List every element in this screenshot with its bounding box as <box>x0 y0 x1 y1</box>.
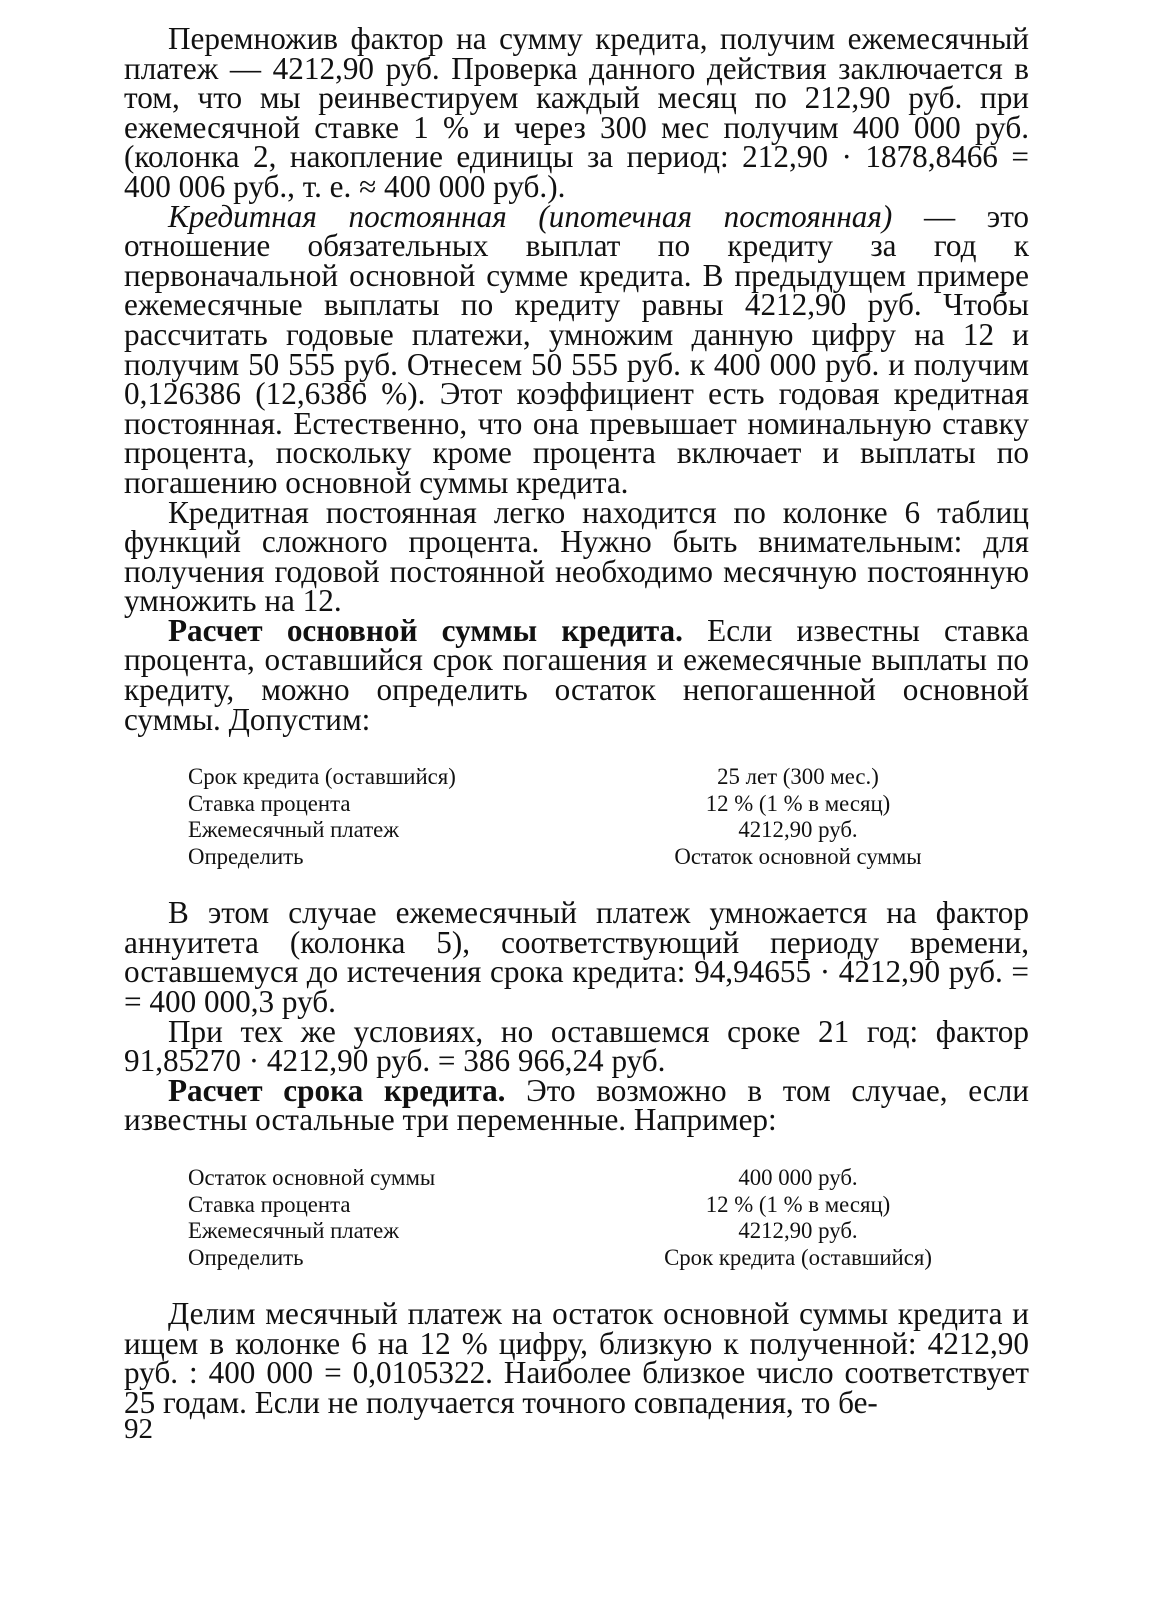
table-row <box>188 817 988 844</box>
params-table-principal <box>188 764 988 870</box>
param-label: Ежемесячный платеж <box>188 817 400 843</box>
principal-calc-text: Если известны ставка процента, оставшийся срок погашения и ежемесячные выплаты по кредиту, можно определить остаток непогашенной основной суммы. Допустим: <box>124 612 1029 737</box>
param-label: Срок кредита (оставшийся) <box>188 764 456 790</box>
param-label: Ставка процента <box>188 790 351 816</box>
param-value: 25 лет (300 мес.) <box>717 764 879 790</box>
paragraph-column-6: Кредитная постоянная легко находится по колонке 6 таблиц функций сложного процента. Нужно быть внимательным: для получения годовой постоянной необходимо месячную постоянную умножить на 12. <box>124 494 1029 619</box>
table-row <box>188 844 988 871</box>
table-row <box>188 791 988 818</box>
paragraph-loan-constant <box>124 198 1030 500</box>
table-row <box>188 1245 988 1272</box>
param-label: Ставка процента <box>188 1191 351 1217</box>
param-value: Срок кредита (оставшийся) <box>664 1244 932 1270</box>
param-value: 4212,90 руб. <box>738 1218 858 1243</box>
param-label: Определить <box>188 843 304 869</box>
param-label: Определить <box>188 1244 304 1270</box>
param-label: Остаток основной суммы <box>188 1165 436 1190</box>
loan-constant-definition: — это отношение обязательных выплат по кредиту за год к первоначальной основной сумме кредита. В предыдущем примере ежемесячные выплаты по кредиту равны 4212,90 руб. Чтобы рассчитать годовые платежи, умножим данную цифру на 12 и получим 50 555 руб. Отнесем 50 555 руб. к 400 000 руб. и получим 0,126386 (12,6386 %). Этот коэффициент есть годовая кредитная постоянная. Естественно, что она превышает номинальную ставку процента, поскольку кроме процента включает и выплаты по погашению основной суммы кредита. <box>124 198 1030 500</box>
page-body <box>124 21 1030 1420</box>
param-value: 12 % (1 % в месяц) <box>705 790 891 816</box>
heading-principal-calc: Расчет основной суммы кредита. <box>168 612 683 648</box>
page-number: 92 <box>124 1413 153 1445</box>
term-loan-constant: Кредитная постоянная (ипотечная постоянная) <box>168 198 893 234</box>
paragraph-payment-check: Перемножив фактор на сумму кредита, получим ежемесячный платеж — 4212,90 руб. Проверка данного действия заключается в том, что мы реинвестируем каждый месяц по 212,90 руб. при ежемесячной ставке 1 % и через 300 мес получим 400 000 руб. (колонка 2, накопление единицы за период: 212,90 · 1878,8466 = 400 006 руб., т. е. ≈ 400 000 руб.). <box>124 21 1029 204</box>
table-row <box>188 1165 988 1192</box>
param-value: 400 000 руб. <box>738 1165 858 1190</box>
paragraph-term-calc <box>124 1072 1029 1138</box>
heading-term-calc: Расчет срока кредита. <box>168 1072 506 1108</box>
paragraph-annuity-factor: В этом случае ежемесячный платеж умножается на фактор аннуитета (колонка 5), соответствующий периоду времени, оставшемуся до истечения срока кредита: 94,94655 · 4212,90 руб. = = 400 000,3 руб. <box>124 895 1029 1020</box>
param-value: 4212,90 руб. <box>738 817 858 843</box>
table-row <box>188 1218 988 1245</box>
param-label: Ежемесячный платеж <box>188 1218 400 1243</box>
paragraph-21-years: При тех же условиях, но оставшемся сроке 21 год: фактор 91,85270 · 4212,90 руб. = 386 966,24 руб. <box>124 1013 1029 1079</box>
param-value: 12 % (1 % в месяц) <box>705 1191 891 1217</box>
table-row <box>188 1192 988 1219</box>
term-calc-text: Это возможно в том случае, если известны остальные три переменные. Например: <box>124 1072 1029 1138</box>
table-row <box>188 764 988 791</box>
param-value: Остаток основной суммы <box>674 843 922 869</box>
paragraph-divide-payment: Делим месячный платеж на остаток основной суммы кредита и ищем в колонке 6 на 12 % цифру, близкую к полученной: 4212,90 руб. : 400 000 = 0,0105322. Наиболее близкое число соответствует 25 годам. Если не получается точного совпадения, то бе- <box>124 1296 1029 1420</box>
params-table-term <box>188 1165 988 1271</box>
paragraph-principal-calc <box>124 612 1029 737</box>
